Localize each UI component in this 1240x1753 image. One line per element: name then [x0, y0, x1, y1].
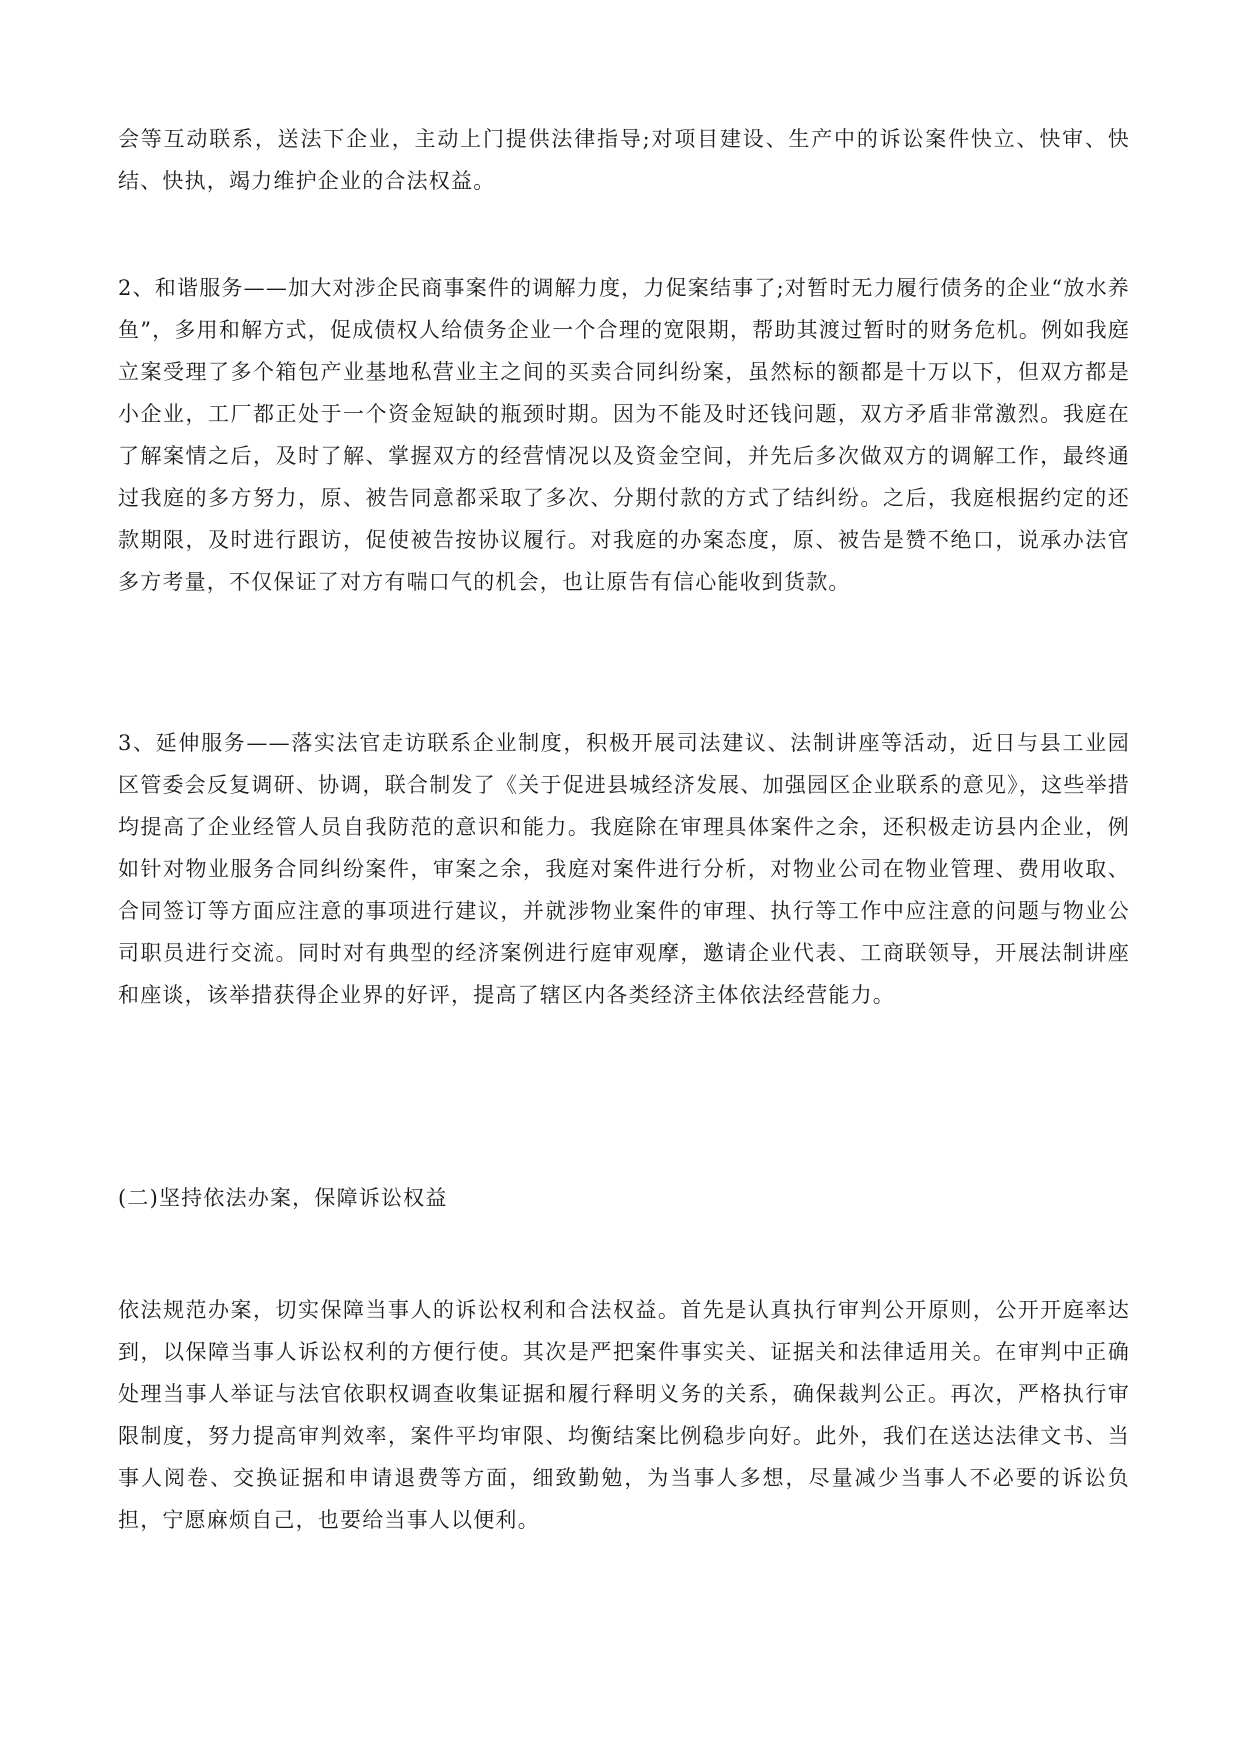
paragraph-lawful-case-handling: 依法规范办案，切实保障当事人的诉讼权利和合法权益。首先是认真执行审判公开原则，公开开庭率达到，以保障当事人诉讼权利的方便行使。其次是严把案件事实关、证据关和法律适用关。在审判中正确处理当事人举证与法官依职权调查收集证据和履行释明义务的关系，确保裁判公正。再次，严格执行审限制度，努力提高审判效率，案件平均审限、均衡结案比例稳步向好。此外，我们在送达法律文书、当事人阅卷、交换证据和申请退费等方面，细致勤勉，为当事人多想，尽量减少当事人不必要的诉讼负担，宁愿麻烦自己，也要给当事人以便利。 — [118, 1298, 1130, 1532]
paragraph-extended-service: 3、延伸服务——落实法官走访联系企业制度，积极开展司法建议、法制讲座等活动，近日与县工业园区管委会反复调研、协调，联合制发了《关于促进县城经济发展、加强园区企业联系的意见》，这些举措均提高了企业经管人员自我防范的意识和能力。我庭除在审理具体案件之余，还积极走访县内企业，例如针对物业服务合同纠纷案件，审案之余，我庭对案件进行分析，对物业公司在物业管理、费用收取、合同签订等方面应注意的事项进行建议，并就涉物业案件的审理、执行等工作中应注意的问题与物业公司职员进行交流。同时对有典型的经济案例进行庭审观摩，邀请企业代表、工商联领导，开展法制讲座和座谈，该举措获得企业界的好评，提高了辖区内各类经济主体依法经营能力。 — [118, 731, 1130, 1007]
section-heading: (二)坚持依法办案，保障诉讼权益 — [118, 1186, 448, 1210]
paragraph-harmonious-service: 2、和谐服务——加大对涉企民商事案件的调解力度，力促案结事了;对暂时无力履行债务的企业“放水养鱼”，多用和解方式，促成债权人给债务企业一个合理的宽限期，帮助其渡过暂时的财务危机。例如我庭立案受理了多个箱包产业基地私营业主之间的买卖合同纠纷案，虽然标的额都是十万以下，但双方都是小企业，工厂都正处于一个资金短缺的瓶颈时期。因为不能及时还钱问题，双方矛盾非常激烈。我庭在了解案情之后，及时了解、掌握双方的经营情况以及资金空间，并先后多次做双方的调解工作，最终通过我庭的多方努力，原、被告同意都采取了多次、分期付款的方式了结纠纷。之后，我庭根据约定的还款期限，及时进行跟访，促使被告按协议履行。对我庭的办案态度，原、被告是赞不绝口，说承办法官多方考量，不仅保证了对方有喘口气的机会，也让原告有信心能收到货款。 — [118, 276, 1130, 594]
paragraph-intro-continuation: 会等互动联系，送法下企业，主动上门提供法律指导;对项目建设、生产中的诉讼案件快立、快审、快结、快执，竭力维护企业的合法权益。 — [118, 127, 1130, 193]
